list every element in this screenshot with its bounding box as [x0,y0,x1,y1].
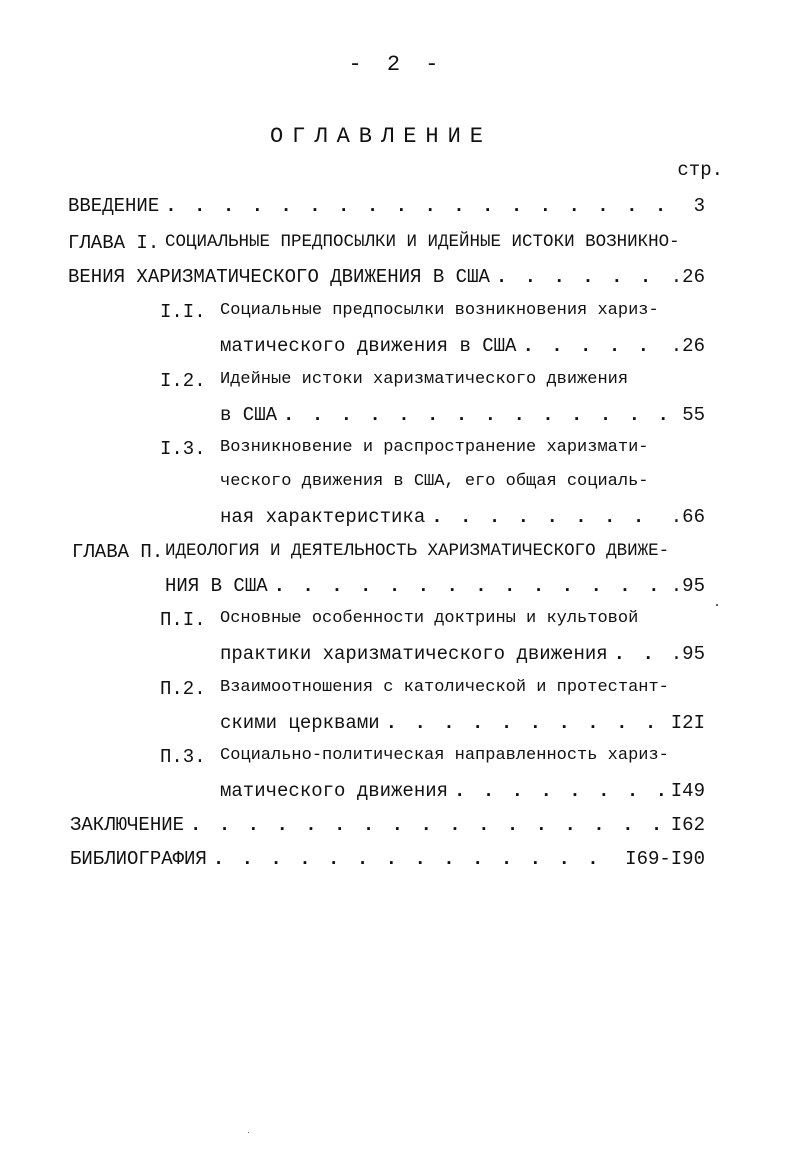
toc-chapter-2-line2 [165,575,705,597]
toc-entry-page: I69-I90 [625,848,705,870]
toc-entry-page: .95 [670,643,705,665]
toc-section-1-2-line2 [220,404,705,426]
scan-speck [716,604,718,606]
toc-chapter-2-prefix: ГЛАВА П. [72,541,164,563]
toc-section-2-2-prefix: П.2. [160,678,206,700]
toc-entry-page: I62 [670,814,705,836]
dot-leader [190,814,665,836]
toc-section-1-3-line2: ческого движения в США, его общая социаль- [220,472,649,491]
toc-title: ОГЛАВЛЕНИЕ [269,124,493,149]
toc-entry-label: в США [220,404,278,426]
toc-section-2-3-line1: Социально-политическая направленность хариз- [220,746,669,765]
toc-entry-page: .95 [670,575,705,597]
toc-section-2-3-prefix: П.3. [160,746,206,768]
toc-entry-label: ЗАКЛЮЧЕНИЕ [70,814,185,836]
toc-section-1-3-line3 [220,506,705,528]
toc-entry-page: I2I [670,712,705,734]
toc-entry-label: ВВЕДЕНИЕ [68,195,160,217]
toc-section-2-1-line2 [220,643,705,665]
dot-leader [431,506,665,528]
dot-leader [496,266,665,288]
toc-section-2-1-line1: Основные особенности доктрины и культовой [220,609,639,628]
toc-chapter-1-line2 [68,266,705,288]
dot-leader [386,712,665,734]
dot-leader [614,643,665,665]
toc-section-2-1-prefix: П.I. [160,609,206,631]
toc-entry-page: .26 [670,335,705,357]
toc-entry-label: практики харизматического движения [220,643,608,665]
dot-leader [213,848,619,870]
dot-leader [274,575,665,597]
toc-entry-label: ная характеристика [220,506,426,528]
toc-section-1-1-line1: Социальные предпосылки возникновения хариз- [220,301,659,320]
toc-entry-page: I49 [670,780,705,802]
toc-entry-label: матического движения в США [220,335,517,357]
dot-leader [454,780,665,802]
toc-entry-label: ВЕНИЯ ХАРИЗМАТИЧЕСКОГО ДВИЖЕНИЯ В США [68,266,490,288]
toc-entry-label: скими церквами [220,712,380,734]
page-column-label: стр. [677,159,723,181]
toc-entry-bibliography [70,848,705,870]
toc-section-1-2-prefix: I.2. [160,370,206,392]
toc-section-1-1-prefix: I.I. [160,301,206,323]
toc-chapter-2-line1: ИДЕОЛОГИЯ И ДЕЯТЕЛЬНОСТЬ ХАРИЗМАТИЧЕСКОГО ДВИЖЕ- [165,541,670,561]
toc-entry-conclusion [70,814,705,836]
toc-section-1-3-line1: Возникновение и распространение харизмати- [220,438,649,457]
toc-entry-page: .26 [670,266,705,288]
toc-section-1-2-line1: Идейные истоки харизматического движения [220,370,629,389]
toc-section-2-2-line1: Взаимоотношения с католической и протестант- [220,678,669,697]
dot-leader [522,335,664,357]
toc-entry-introduction [68,195,705,217]
toc-section-2-3-line2 [220,780,705,802]
toc-chapter-1-line1: СОЦИАЛЬНЫЕ ПРЕДПОСЫЛКИ И ИДЕЙНЫЕ ИСТОКИ ВОЗНИКНО- [165,232,680,252]
toc-entry-page: .66 [670,506,705,528]
dot-leader [283,404,676,426]
toc-section-1-1-line2 [220,335,705,357]
toc-chapter-1-prefix: ГЛАВА I. [68,232,160,254]
dot-leader [165,195,687,217]
toc-section-2-2-line2 [220,712,705,734]
page-number: - 2 - [348,52,445,77]
toc-entry-label: БИБЛИОГРАФИЯ [70,848,207,870]
toc-entry-page: 55 [682,404,705,426]
scan-speck [248,1132,249,1133]
toc-entry-page: 3 [693,195,705,217]
toc-entry-label: НИЯ В США [165,575,268,597]
toc-entry-label: матического движения [220,780,449,802]
toc-section-1-3-prefix: I.3. [160,438,206,460]
